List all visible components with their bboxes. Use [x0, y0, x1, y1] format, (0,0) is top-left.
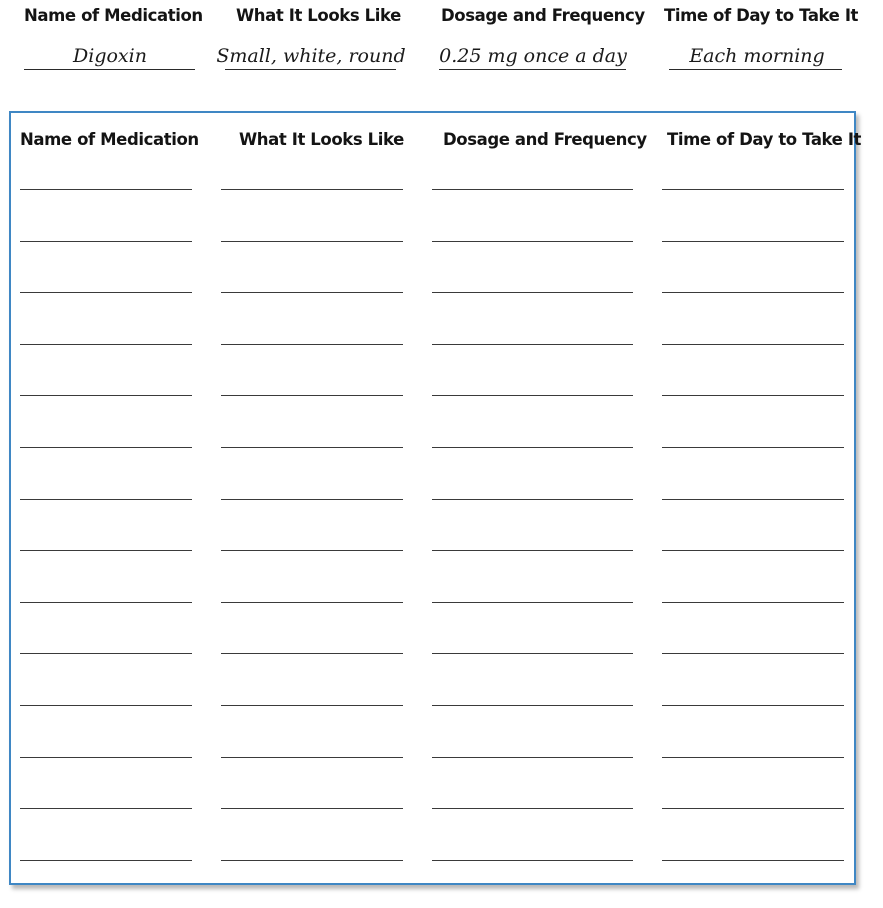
blank-line-looks-like: [221, 808, 403, 809]
blank-line-time: [662, 447, 844, 448]
example-underline-dosage: [439, 69, 626, 70]
example-header-looks-like: What It Looks Like: [236, 6, 401, 25]
blank-line-dosage: [432, 808, 633, 809]
example-dosage: 0.25 mg once a day: [439, 45, 627, 67]
blank-line-dosage: [432, 292, 633, 293]
blank-line-time: [662, 653, 844, 654]
blank-line-looks-like: [221, 344, 403, 345]
blank-line-looks-like: [221, 499, 403, 500]
blank-line-time: [662, 550, 844, 551]
blank-line-looks-like: [221, 550, 403, 551]
blank-line-time: [662, 344, 844, 345]
blank-line-dosage: [432, 499, 633, 500]
blank-line-looks-like: [221, 241, 403, 242]
log-header-medication: Name of Medication: [20, 130, 199, 149]
blank-line-looks-like: [221, 189, 403, 190]
example-underline-looks-like: [225, 69, 396, 70]
blank-line-time: [662, 499, 844, 500]
blank-line-medication: [20, 189, 192, 190]
blank-line-dosage: [432, 447, 633, 448]
example-medication-name: Digoxin: [73, 45, 147, 67]
blank-line-medication: [20, 808, 192, 809]
blank-line-dosage: [432, 705, 633, 706]
blank-line-looks-like: [221, 602, 403, 603]
blank-line-medication: [20, 499, 192, 500]
blank-line-dosage: [432, 860, 633, 861]
blank-line-medication: [20, 395, 192, 396]
blank-line-dosage: [432, 757, 633, 758]
blank-line-looks-like: [221, 395, 403, 396]
blank-line-medication: [20, 757, 192, 758]
blank-line-medication: [20, 292, 192, 293]
blank-line-medication: [20, 447, 192, 448]
blank-line-time: [662, 860, 844, 861]
log-header-dosage: Dosage and Frequency: [443, 130, 647, 149]
blank-line-time: [662, 808, 844, 809]
medication-log-table: [9, 111, 862, 885]
blank-line-medication: [20, 550, 192, 551]
example-time-of-day: Each morning: [689, 45, 825, 67]
blank-line-time: [662, 705, 844, 706]
blank-line-dosage: [432, 653, 633, 654]
blank-line-looks-like: [221, 757, 403, 758]
blank-line-time: [662, 395, 844, 396]
blank-line-looks-like: [221, 447, 403, 448]
example-header-time-of-day: Time of Day to Take It: [664, 6, 859, 25]
blank-line-dosage: [432, 550, 633, 551]
blank-line-medication: [20, 344, 192, 345]
blank-line-looks-like: [221, 653, 403, 654]
log-header-looks-like: What It Looks Like: [239, 130, 404, 149]
blank-line-time: [662, 602, 844, 603]
blank-line-dosage: [432, 241, 633, 242]
blank-line-time: [662, 757, 844, 758]
example-underline-medication: [24, 69, 195, 70]
example-header-dosage: Dosage and Frequency: [441, 6, 645, 25]
blank-line-dosage: [432, 395, 633, 396]
blank-line-time: [662, 241, 844, 242]
blank-line-medication: [20, 602, 192, 603]
blank-line-looks-like: [221, 860, 403, 861]
example-underline-time-of-day: [669, 69, 842, 70]
blank-line-dosage: [432, 344, 633, 345]
blank-line-medication: [20, 705, 192, 706]
blank-line-looks-like: [221, 705, 403, 706]
blank-line-dosage: [432, 189, 633, 190]
blank-line-medication: [20, 241, 192, 242]
blank-line-time: [662, 292, 844, 293]
example-header-medication: Name of Medication: [24, 6, 203, 25]
log-header-time-of-day: Time of Day to Take It: [667, 130, 862, 149]
example-looks-like: Small, white, round: [216, 45, 406, 67]
blank-line-medication: [20, 860, 192, 861]
blank-line-looks-like: [221, 292, 403, 293]
blank-line-medication: [20, 653, 192, 654]
blank-line-dosage: [432, 602, 633, 603]
blank-line-time: [662, 189, 844, 190]
